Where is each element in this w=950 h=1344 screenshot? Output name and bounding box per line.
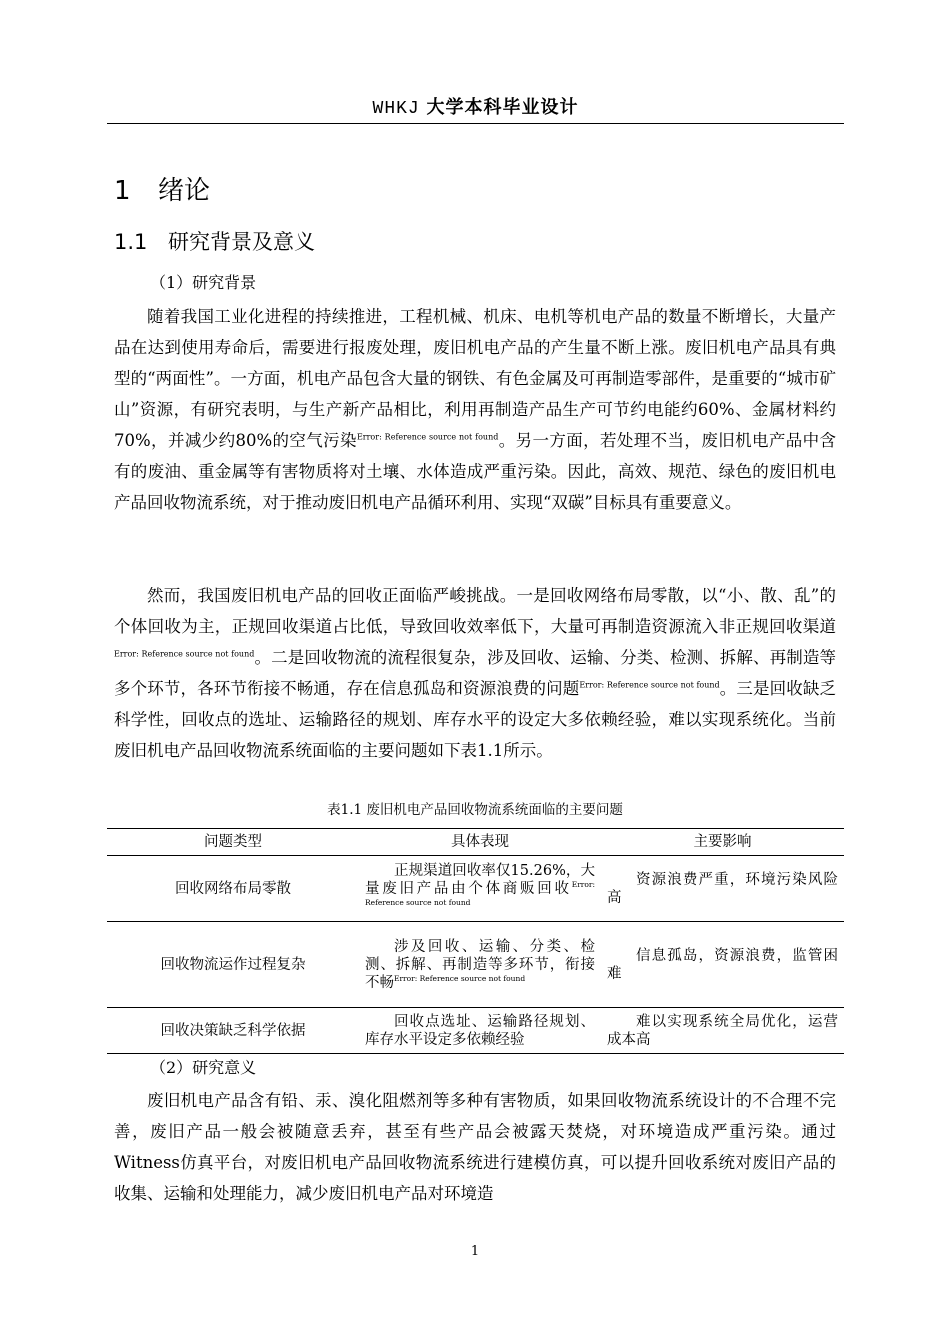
table-header-row xyxy=(107,829,844,856)
cell-detail-text: 正规渠道回收率仅15.26%，大量废旧产品由个体商贩回收 xyxy=(365,862,595,897)
header-org: WHKJ xyxy=(372,99,420,119)
cell-type: 回收物流运作过程复杂 xyxy=(107,922,359,1008)
table-caption: 表1.1 废旧机电产品回收物流系统面临的主要问题 xyxy=(327,802,623,818)
subsection-background: （1）研究背景 xyxy=(150,273,257,292)
reference-error: Error: Reference source not found xyxy=(114,649,255,659)
paragraph-background xyxy=(114,301,836,518)
cell-impact: 资源浪费严重，环境污染风险高 xyxy=(601,856,844,922)
header-title: 大学本科毕业设计 xyxy=(426,97,579,118)
subsection-significance: （2）研究意义 xyxy=(150,1058,257,1077)
paragraph-text: 。另一方面，若处理不当，废旧机电产品中含有的废油、重金属等有害物质将对土壤、水体造成严重污染。因此，高效、规范、绿色的废旧机电产品回收物流系统，对于推动废旧机电产品循环利用、实现“双碳”目标具有重要意义。 xyxy=(114,431,836,512)
cell-type: 回收网络布局零散 xyxy=(107,856,359,922)
table-row xyxy=(107,856,844,922)
section-title: 研究背景及意义 xyxy=(168,230,315,254)
chapter-heading xyxy=(114,174,210,208)
column-header: 主要影响 xyxy=(601,829,844,856)
column-header: 问题类型 xyxy=(107,829,359,856)
cell-impact: 难以实现系统全局优化，运营成本高 xyxy=(601,1008,844,1054)
chapter-title: 绪论 xyxy=(158,176,211,206)
cell-detail-text: 涉及回收、运输、分类、检测、拆解、再制造等多环节，衔接不畅 xyxy=(365,938,595,991)
paragraph-significance: 废旧机电产品含有铅、汞、溴化阻燃剂等多种有害物质，如果回收物流系统设计的不合理不完善，废旧产品一般会被随意丢弃，甚至有些产品会被露天焚烧，对环境造成严重污染。通过Witness仿真平台，对废旧机电产品回收物流系统进行建模仿真，可以提升回收系统对废旧产品的收集、运输和处理能力，减少废旧机电产品对环境造 xyxy=(114,1091,836,1203)
chapter-number: 1 xyxy=(114,176,131,206)
reference-error: Error: Reference source not found xyxy=(579,680,720,690)
cell-detail: 回收点选址、运输路径规划、库存水平设定多依赖经验 xyxy=(359,1008,601,1054)
cell-detail xyxy=(359,922,601,1008)
problems-table xyxy=(107,828,844,1054)
cell-detail xyxy=(359,856,601,922)
table-row xyxy=(107,922,844,1008)
paragraph-text: 然而，我国废旧机电产品的回收正面临严峻挑战。一是回收网络布局零散，以“小、散、乱”的个体回收为主，正规回收渠道占比低，导致回收效率低下，大量可再制造资源流入非正规回收渠道 xyxy=(114,586,836,636)
cell-impact: 信息孤岛，资源浪费，监管困难 xyxy=(601,922,844,1008)
cell-type: 回收决策缺乏科学依据 xyxy=(107,1008,359,1054)
table-row xyxy=(107,1008,844,1054)
section-number: 1.1 xyxy=(114,230,148,254)
paragraph-text: 随着我国工业化进程的持续推进，工程机械、机床、电机等机电产品的数量不断增长，大量产品在达到使用寿命后，需要进行报废处理，废旧机电产品的产生量不断上涨。废旧机电产品具有典型的“两面性”。一方面，机电产品包含大量的钢铁、有色金属及可再制造零部件，是重要的“城市矿山”资源，有研究表明，与生产新产品相比，利用再制造产品生产可节约电能约60%、金属材料约70%，并减少约80%的空气污染 xyxy=(114,307,836,450)
reference-error: Error: Reference source not found xyxy=(394,973,526,983)
page-number: 1 xyxy=(470,1244,480,1259)
reference-error: Error: Reference source not found xyxy=(365,879,595,907)
section-heading xyxy=(114,228,315,256)
page-header xyxy=(107,95,844,124)
column-header: 具体表现 xyxy=(359,829,601,856)
paragraph-challenges xyxy=(114,580,836,766)
paragraph-text: 。二是回收物流的流程很复杂，涉及回收、运输、分类、检测、拆解、再制造等多个环节，各环节衔接不畅通，存在信息孤岛和资源浪费的问题 xyxy=(114,648,837,698)
paragraph-text: 。三是回收缺乏科学性，回收点的选址、运输路径的规划、库存水平的设定大多依赖经验，难以实现系统化。当前废旧机电产品回收物流系统面临的主要问题如下表1.1所示。 xyxy=(114,679,837,760)
reference-error: Error: Reference source not found xyxy=(356,432,499,442)
